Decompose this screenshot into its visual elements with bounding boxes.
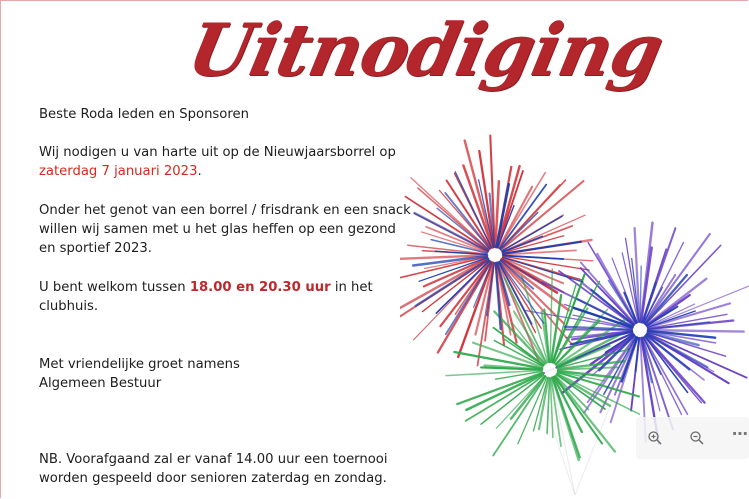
firework-core [544, 364, 556, 376]
zoom-out-icon [689, 430, 705, 446]
toast-line-3: en sportief 2023. [39, 241, 152, 256]
time-line-2: clubhuis. [39, 299, 99, 314]
firework-ray [422, 260, 488, 312]
event-time: 18.00 en 20.30 uur [189, 280, 331, 295]
note-line-2: worden gespeeld door senioren zaterdag en zondag. [39, 471, 387, 486]
zoom-out-button[interactable] [680, 417, 714, 459]
firework-ray [645, 234, 710, 324]
event-date: zaterdag 7 januari 2023 [39, 164, 198, 179]
closing-line-1: Met vriendelijke groet namens [39, 357, 240, 372]
invite-date-line [39, 162, 396, 181]
paragraph-time [39, 278, 373, 316]
firework-burst [446, 269, 639, 460]
firework-core [489, 249, 501, 261]
invitation-title: Uitnodiging [181, 7, 670, 92]
firework-ray [446, 370, 542, 375]
salutation: Beste Roda leden en Sponsoren [39, 107, 249, 122]
paragraph-toast [39, 201, 411, 258]
zoom-in-icon [647, 430, 663, 446]
toast-line-1: Onder het genot van een borrel / frisdrank en een snack [39, 203, 411, 218]
closing [39, 355, 240, 393]
date-suffix: . [197, 164, 202, 179]
closing-line-2: Algemeen Bestuur [39, 376, 162, 391]
time-prefix: U bent welkom tussen [39, 280, 190, 295]
zoom-in-button[interactable] [638, 417, 672, 459]
more-options-icon[interactable]: ⋯ [732, 424, 749, 443]
time-suffix: in het [330, 280, 373, 295]
toast-line-2: willen wij samen met u het glas heffen op een gezond [39, 222, 396, 237]
paragraph-invite [39, 143, 396, 181]
note-line-1: NB. Voorafgaand zal er vanaf 14.00 uur een toernooi [39, 452, 388, 467]
firework-ray [405, 197, 488, 251]
firework-core [634, 324, 646, 336]
note [39, 450, 388, 488]
time-line [39, 278, 373, 297]
invite-line: Wij nodigen u van harte uit op de Nieuwjaarsborrel op [39, 145, 396, 160]
